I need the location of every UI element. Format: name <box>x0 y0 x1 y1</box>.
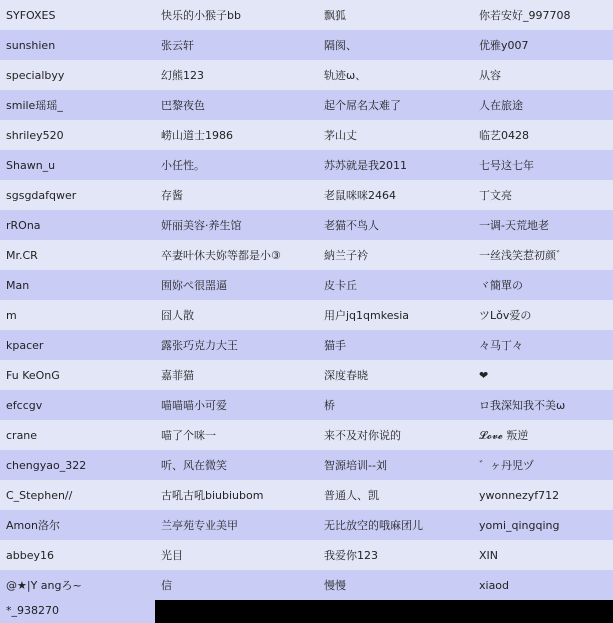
username-cell[interactable]: sunshien <box>0 30 155 60</box>
username-cell[interactable]: 桥 <box>318 390 473 420</box>
username-cell[interactable]: 你若安好_997708 <box>473 0 613 30</box>
username-cell[interactable]: smile瑶瑶_ <box>0 90 155 120</box>
username-cell[interactable]: yomi_qingqing <box>473 510 613 540</box>
username-cell[interactable]: 納兰子衿 <box>318 240 473 270</box>
username-cell[interactable]: 飘狐 <box>318 0 473 30</box>
username-cell[interactable]: 茅山丈 <box>318 120 473 150</box>
username-cell[interactable]: 人在旅途 <box>473 90 613 120</box>
username-cell[interactable]: 丁文亮 <box>473 180 613 210</box>
username-cell[interactable]: SYFOXES <box>0 0 155 30</box>
username-cell[interactable]: 来不及对你说的 <box>318 420 473 450</box>
username-cell[interactable]: 慢慢 <box>318 570 473 600</box>
username-cell[interactable]: 妍丽美容·养生馆 <box>155 210 318 240</box>
username-cell[interactable]: 嘉菲猫 <box>155 360 318 390</box>
username-cell[interactable]: 囿妳ぺ很噐逼 <box>155 270 318 300</box>
username-cell[interactable]: 听、风在微笑 <box>155 450 318 480</box>
username-cell[interactable]: 我爱你123 <box>318 540 473 570</box>
username-cell[interactable]: 智源培训--刘 <box>318 450 473 480</box>
username-cell[interactable]: 无比放空的哦麻团儿 <box>318 510 473 540</box>
username-cell[interactable]: 卒妻叶休夫妳等都是小③ <box>155 240 318 270</box>
username-cell[interactable]: 一调-天荒地老 <box>473 210 613 240</box>
username-cell[interactable]: ❤ <box>473 360 613 390</box>
username-cell[interactable]: ツLǒv爱の <box>473 300 613 330</box>
username-cell[interactable]: rROna <box>0 210 155 240</box>
username-cell[interactable]: 老猫不鸟人 <box>318 210 473 240</box>
username-cell[interactable]: sgsgdafqwer <box>0 180 155 210</box>
username-cell[interactable]: specialbyy <box>0 60 155 90</box>
username-cell[interactable]: ゛ヶ丹児ヅ <box>473 450 613 480</box>
username-cell[interactable]: Shawn_u <box>0 150 155 180</box>
username-cell[interactable]: shriley520 <box>0 120 155 150</box>
username-cell[interactable]: 崂山道士1986 <box>155 120 318 150</box>
username-cell[interactable]: 信 <box>155 570 318 600</box>
username-cell[interactable]: 々马丁々 <box>473 330 613 360</box>
username-cell[interactable]: efccgv <box>0 390 155 420</box>
username-cell[interactable]: 囧人散 <box>155 300 318 330</box>
username-cell[interactable]: ywonnezyf712 <box>473 480 613 510</box>
username-cell[interactable]: 𝓛𝓸𝓿𝓮 叛逆 <box>473 420 613 450</box>
username-cell[interactable]: 皮卡丘 <box>318 270 473 300</box>
username-cell[interactable]: 喵喵喵小可爱 <box>155 390 318 420</box>
username-cell[interactable]: crane <box>0 420 155 450</box>
username-cell[interactable]: 用户jq1qmkesia <box>318 300 473 330</box>
username-cell[interactable]: 幻熊123 <box>155 60 318 90</box>
username-cell[interactable]: kpacer <box>0 330 155 360</box>
username-cell[interactable]: 一丝浅笑惹初颜゛ <box>473 240 613 270</box>
username-cell[interactable]: *_938270 <box>0 597 155 623</box>
username-cell[interactable]: 普通人、凯 <box>318 480 473 510</box>
username-cell[interactable]: ロ我深知我不美ω <box>473 390 613 420</box>
username-cell[interactable]: xiaod <box>473 570 613 600</box>
username-cell[interactable]: 从容 <box>473 60 613 90</box>
username-cell[interactable]: 老鼠咪咪2464 <box>318 180 473 210</box>
username-cell[interactable]: 兰亭苑专业美甲 <box>155 510 318 540</box>
username-cell[interactable]: 喵了个咪一 <box>155 420 318 450</box>
username-cell[interactable]: 苏苏就是我2011 <box>318 150 473 180</box>
username-cell[interactable]: 起个屌名太难了 <box>318 90 473 120</box>
username-cell[interactable]: C_Stephen// <box>0 480 155 510</box>
username-cell[interactable]: Man <box>0 270 155 300</box>
username-cell[interactable]: ヾ簡單の <box>473 270 613 300</box>
username-cell[interactable]: 露张巧克力大王 <box>155 330 318 360</box>
username-cell[interactable]: Mr.CR <box>0 240 155 270</box>
username-cell[interactable]: 临艺0428 <box>473 120 613 150</box>
username-cell[interactable]: 张云轩 <box>155 30 318 60</box>
username-cell[interactable]: Fu KeOnG <box>0 360 155 390</box>
username-cell[interactable]: 深度春晓 <box>318 360 473 390</box>
username-cell[interactable]: 轨迹ω、 <box>318 60 473 90</box>
username-cell[interactable]: 隔阂、 <box>318 30 473 60</box>
username-cell[interactable]: XIN <box>473 540 613 570</box>
username-cell[interactable]: 猫手 <box>318 330 473 360</box>
username-cell[interactable]: 存酱 <box>155 180 318 210</box>
username-cell[interactable]: 优雅y007 <box>473 30 613 60</box>
username-cell[interactable]: chengyao_322 <box>0 450 155 480</box>
username-last-row <box>0 597 155 623</box>
username-cell[interactable]: 七号这七年 <box>473 150 613 180</box>
username-cell[interactable]: 巴黎夜色 <box>155 90 318 120</box>
username-cell[interactable]: 快乐的小猴子bb <box>155 0 318 30</box>
username-cell[interactable]: 光目 <box>155 540 318 570</box>
username-cell[interactable]: m <box>0 300 155 330</box>
username-cell[interactable]: 小任性。 <box>155 150 318 180</box>
username-cell[interactable]: abbey16 <box>0 540 155 570</box>
username-cell[interactable]: @★|Y angろ~ <box>0 570 155 600</box>
username-cell[interactable]: Amon洛尔 <box>0 510 155 540</box>
username-cell[interactable]: 古吼古吼biubiubom <box>155 480 318 510</box>
